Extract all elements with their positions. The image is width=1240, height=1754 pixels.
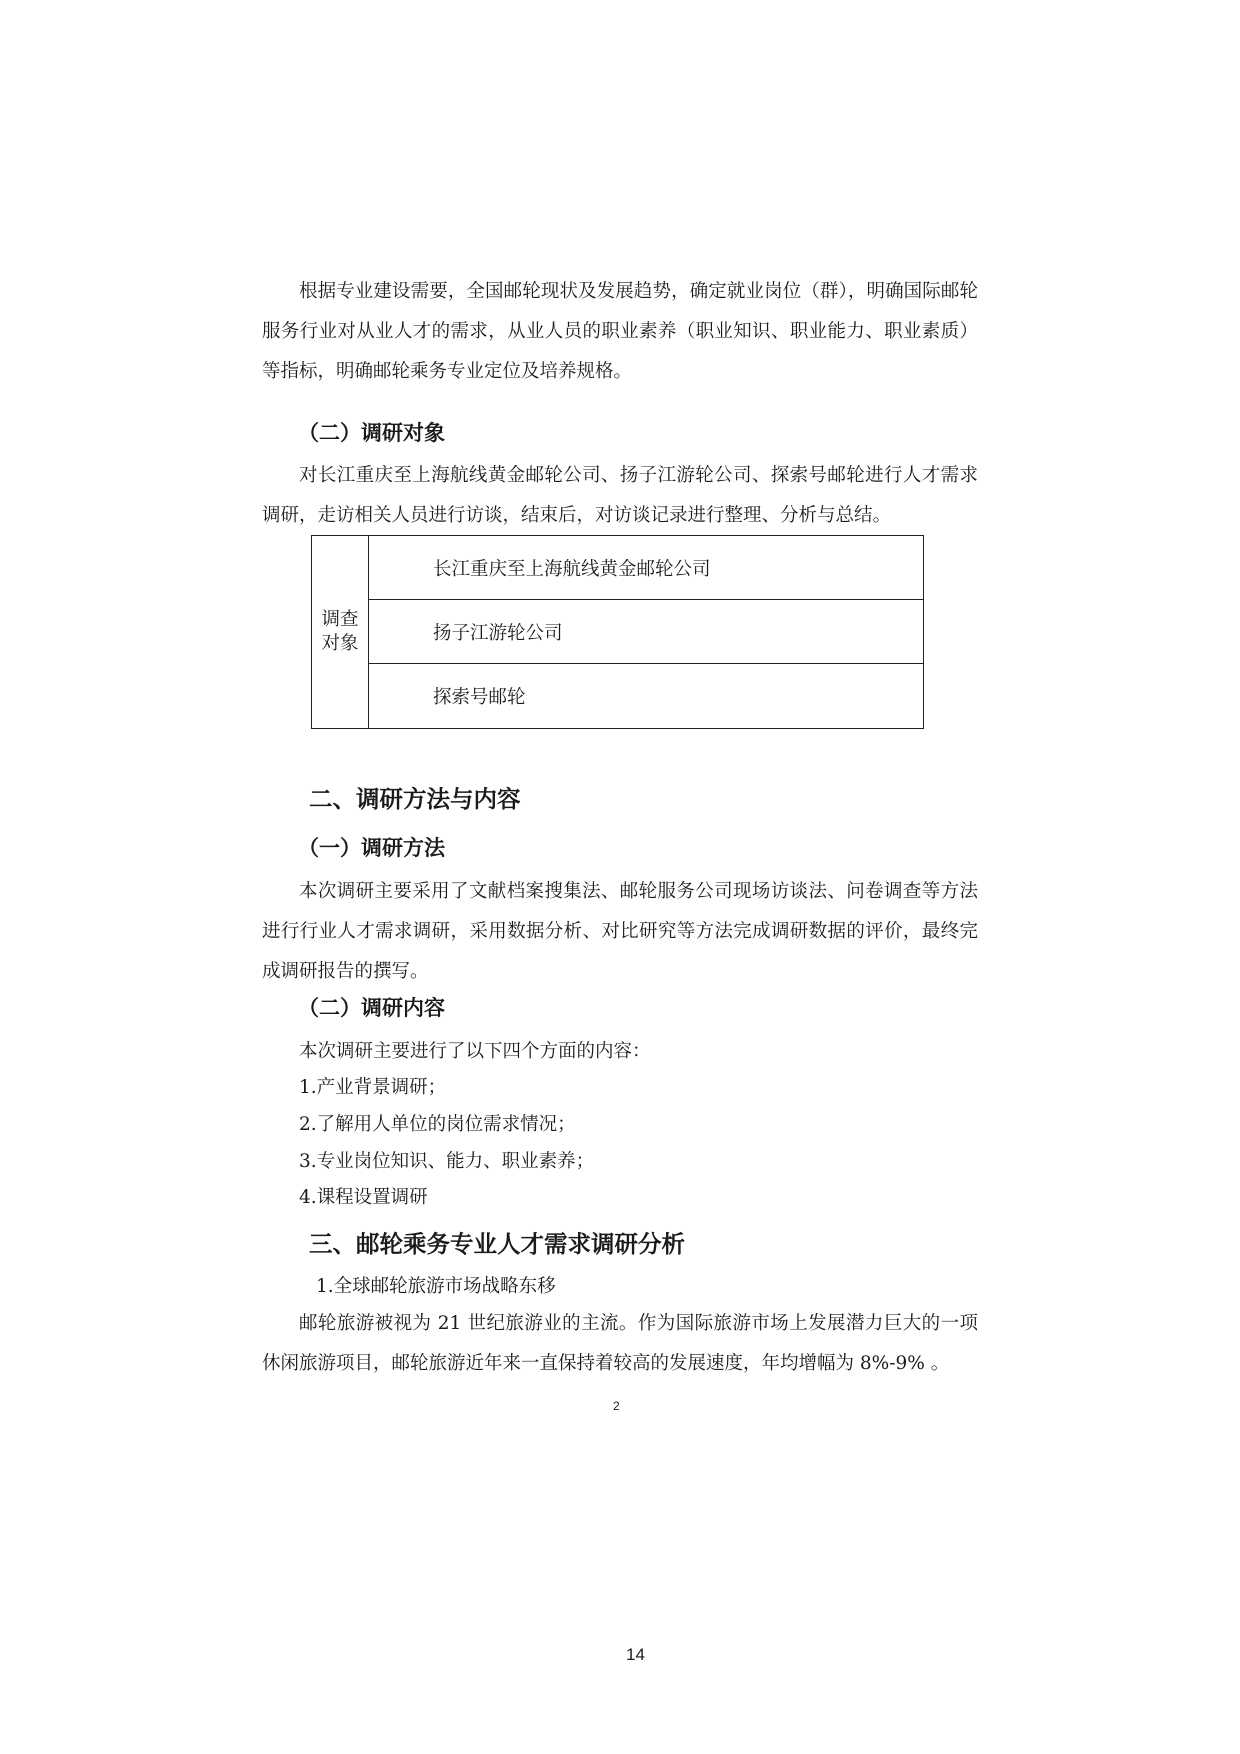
heading-survey-objects: （二）调研对象 <box>298 421 445 445</box>
heading-methods: （一）调研方法 <box>298 836 445 860</box>
methods-paragraph: 本次调研主要采用了文献档案搜集法、邮轮服务公司现场访谈法、问卷调查等方法进行行业人才需求调研，采用数据分析、对比研究等方法完成调研数据的评价，最终完成调研报告的撰写。 <box>262 881 978 982</box>
survey-objects-paragraph: 对长江重庆至上海航线黄金邮轮公司、扬子江游轮公司、探索号邮轮进行人才需求调研，走访相关人员进行访谈，结束后，对访谈记录进行整理、分析与总结。 <box>262 465 978 526</box>
page-number: 14 <box>626 1645 645 1664</box>
list-item: 1.产业背景调研； <box>299 1077 447 1098</box>
table-row-yangtze-cruise: 扬子江游轮公司 <box>369 600 924 664</box>
inner-page-number: 2 <box>613 1399 620 1413</box>
tourism-paragraph: 邮轮旅游被视为 21 世纪旅游业的主流。作为国际旅游市场上发展潜力巨大的一项休闲旅游项目，邮轮旅游近年来一直保持着较高的发展速度，年均增幅为 8%-9% 。 <box>262 1313 978 1374</box>
content-intro-text: 本次调研主要进行了以下四个方面的内容： <box>299 1041 651 1062</box>
list-item: 2.了解用人单位的岗位需求情况； <box>299 1114 576 1135</box>
heading-content: （二）调研内容 <box>298 996 445 1020</box>
list-item: 4.课程设置调研 <box>299 1187 428 1208</box>
table-label-line2: 对象 <box>321 633 359 654</box>
table-row-golden-cruise: 长江重庆至上海航线黄金邮轮公司 <box>369 536 924 600</box>
market-subheading: 1.全球邮轮旅游市场战略东移 <box>316 1276 556 1297</box>
section3-heading: 三、邮轮乘务专业人才需求调研分析 <box>309 1230 685 1258</box>
section2-heading: 二、调研方法与内容 <box>309 785 521 813</box>
table-label-line1: 调查 <box>321 609 359 630</box>
table-label-cell <box>312 536 369 729</box>
table-row-discovery-cruise: 探索号邮轮 <box>369 664 924 729</box>
survey-objects-table <box>311 535 924 729</box>
list-item: 3.专业岗位知识、能力、职业素养； <box>299 1151 595 1172</box>
intro-paragraph: 根据专业建设需要，全国邮轮现状及发展趋势，确定就业岗位（群），明确国际邮轮服务行业对从业人才的需求，从业人员的职业素养（职业知识、职业能力、职业素质）等指标，明确邮轮乘务专业定位及培养规格。 <box>262 281 978 382</box>
